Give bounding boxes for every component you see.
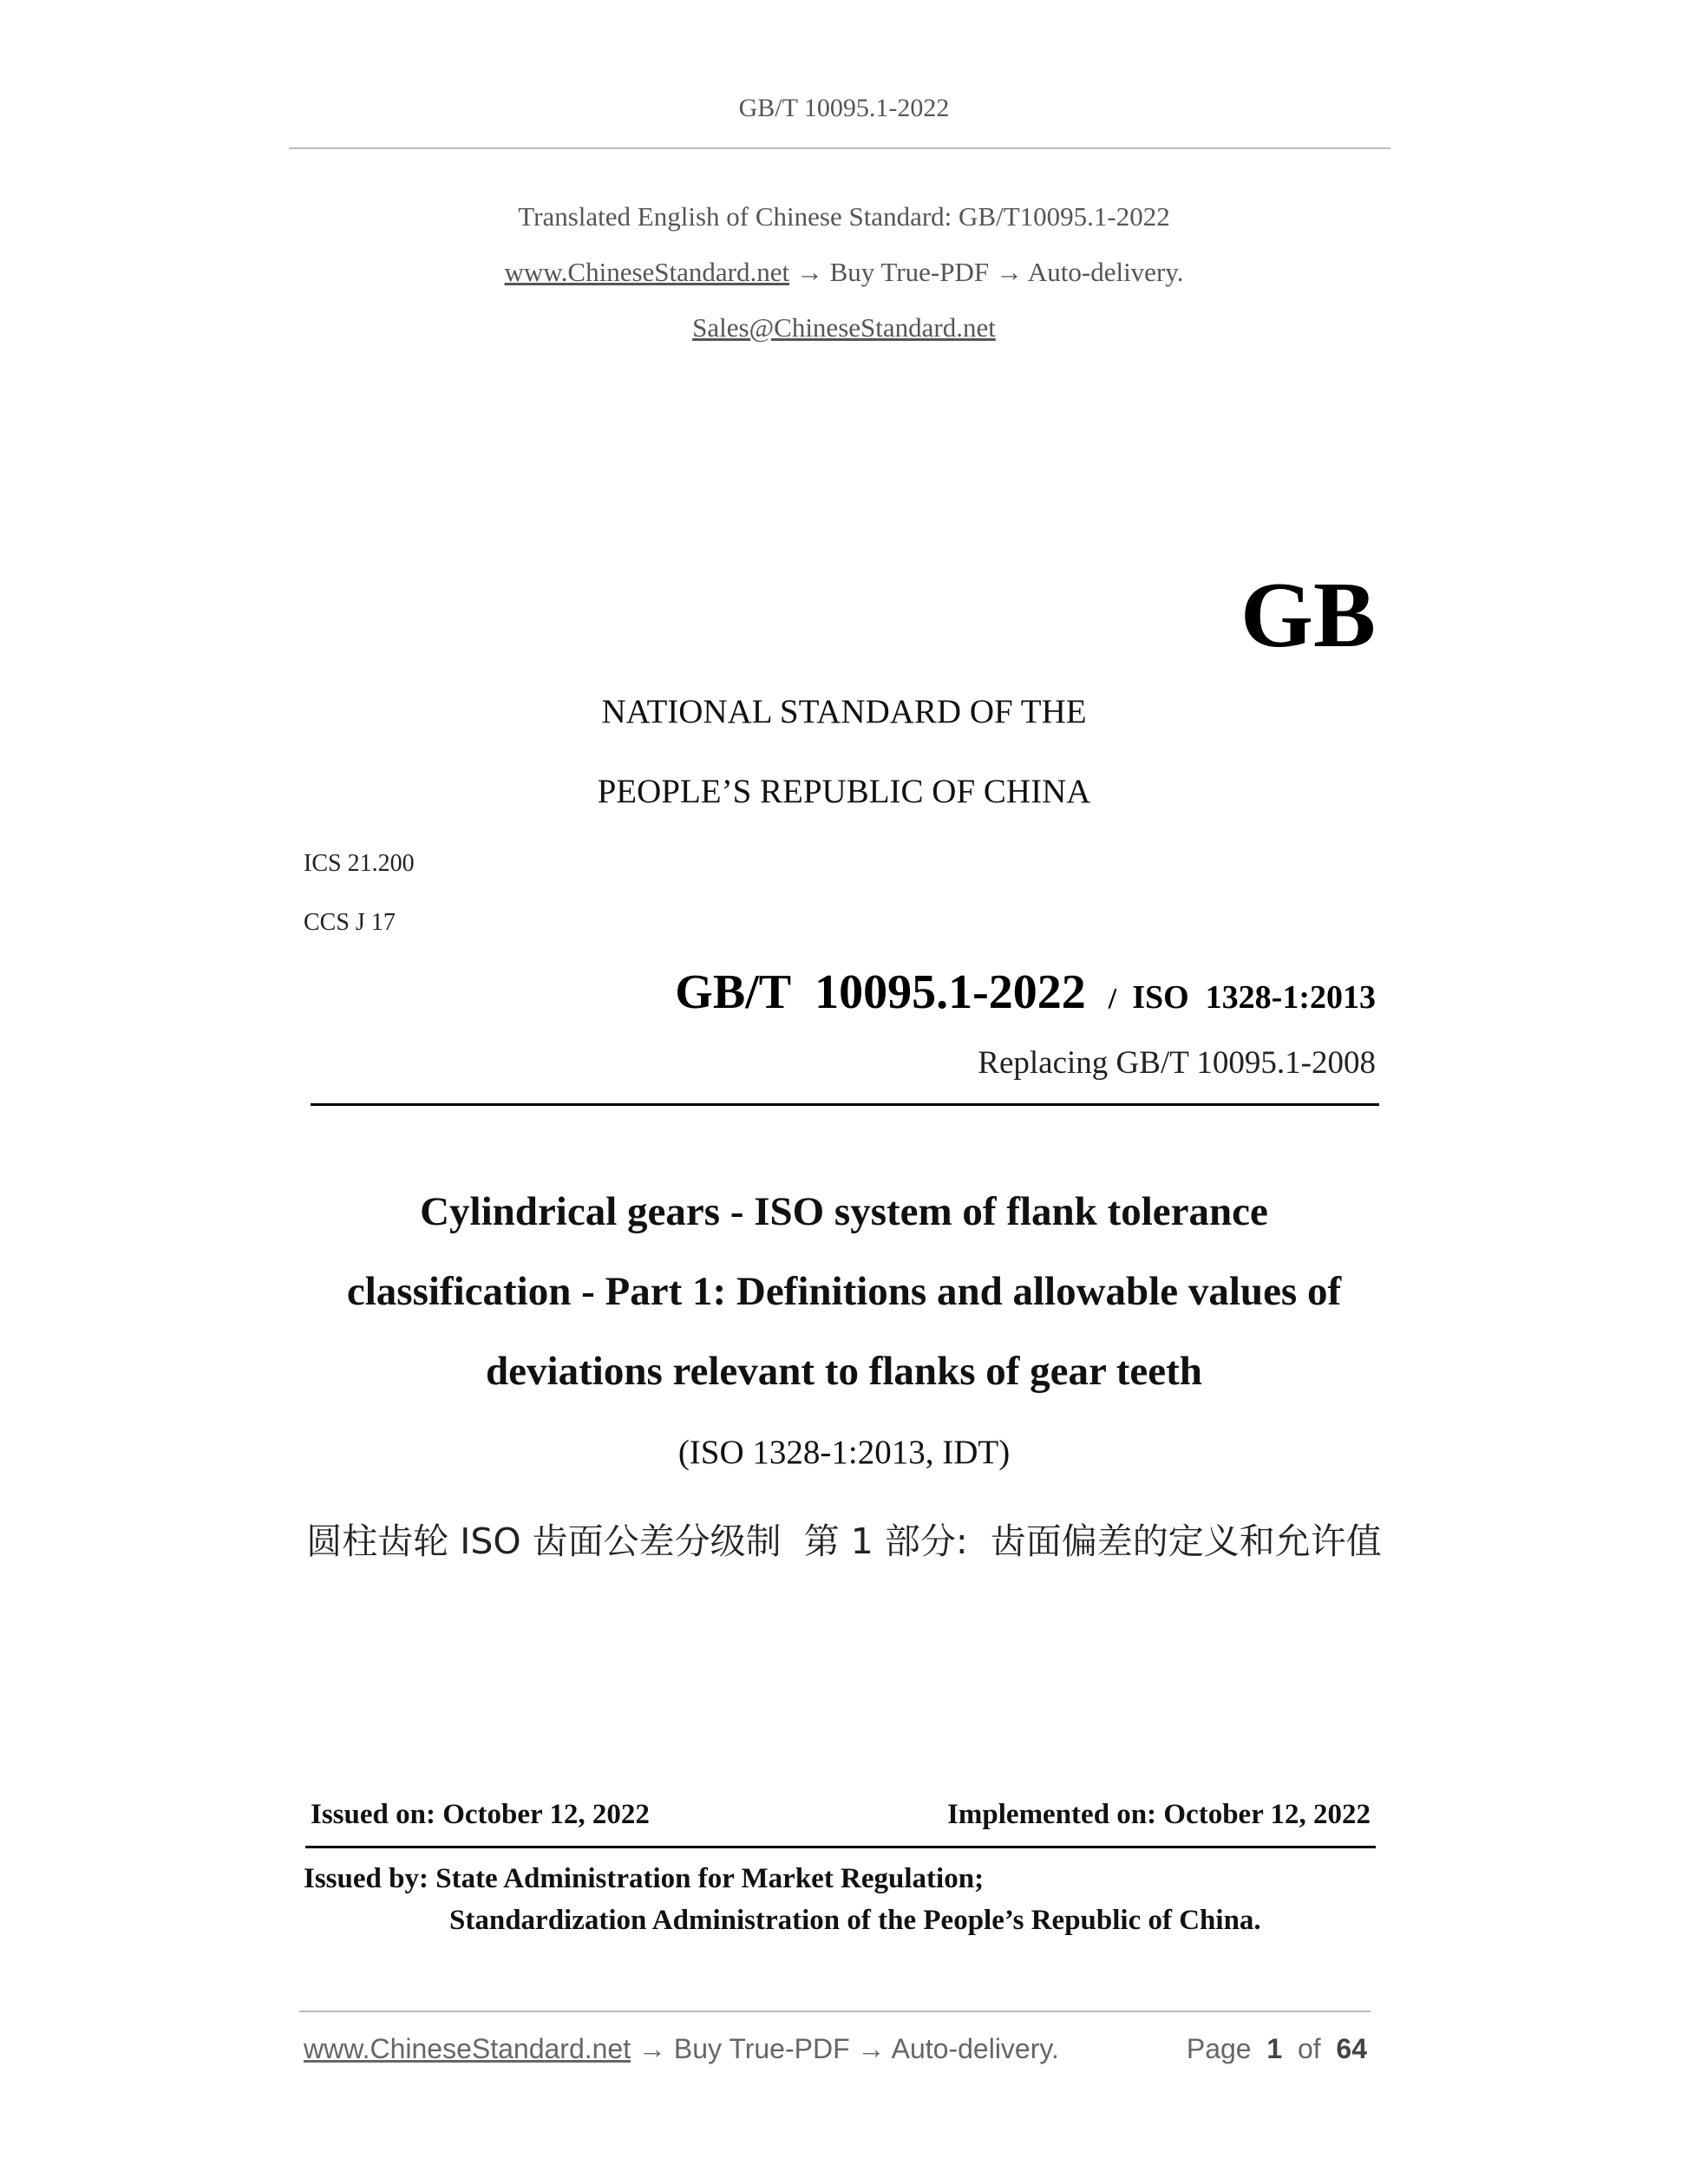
title-line-3: deviations relevant to flanks of gear teeth [486,1349,1202,1394]
title-divider [311,1103,1379,1106]
implemented-on: Implemented on: October 12, 2022 [947,1799,1371,1830]
number-separator: / [1108,983,1117,1015]
footer-divider [299,2011,1371,2012]
title-line-2: classification - Part 1: Definitions and allowable values of [346,1269,1342,1314]
page-label: Page [1186,2033,1252,2064]
site-link[interactable]: www.ChineseStandard.net [504,257,790,287]
page-indicator [1187,2033,1367,2065]
gb-mark: GB [1240,564,1376,667]
idt-note: (ISO 1328-1:2013, IDT) [677,1434,1011,1471]
standard-number-block [675,964,1376,1020]
page-current: 1 [1266,2033,1283,2064]
chinese-title: 圆柱齿轮 ISO 齿面公差分级制 第 1 部分: 齿面偏差的定义和允许值 [306,1520,1382,1562]
national-standard-line2: PEOPLE’S REPUBLIC OF CHINA [597,773,1091,810]
footer-purchase-text: → Buy True-PDF → Auto-delivery. [631,2033,1059,2064]
title-line-1: Cylindrical gears - ISO system of flank tolerance [420,1189,1268,1234]
replacing-note: Replacing GB/T 10095.1-2008 [978,1045,1376,1081]
translation-notice: Translated English of Chinese Standard: GB/T10095.1-2022 [518,201,1170,232]
national-standard-line1: NATIONAL STANDARD OF THE [601,693,1087,730]
page-total: 64 [1336,2033,1367,2064]
footer-site-link[interactable]: www.ChineseStandard.net [304,2033,631,2064]
issued-by-line2: Standardization Administration of the People’s Republic of China. [449,1905,1261,1936]
ics-code: ICS 21.200 [304,850,415,877]
ccs-code: CCS J 17 [304,909,396,936]
header-divider [289,147,1390,149]
email-line [0,312,1688,343]
purchase-line [0,257,1688,288]
footer-purchase-line [304,2033,1059,2065]
standard-number: GB/T 10095.1-2022 [675,965,1086,1019]
issued-by-line1: Issued by: State Administration for Market Regulation; [304,1863,985,1894]
issued-on: Issued on: October 12, 2022 [311,1799,650,1830]
issue-divider [305,1846,1376,1848]
running-header: GB/T 10095.1-2022 [738,94,950,122]
purchase-text: → Buy True-PDF → Auto-delivery. [789,257,1184,287]
iso-number: ISO 1328-1:2013 [1132,979,1376,1016]
page-of: of [1297,2033,1321,2064]
sales-email-link[interactable]: Sales@ChineseStandard.net [692,312,996,343]
